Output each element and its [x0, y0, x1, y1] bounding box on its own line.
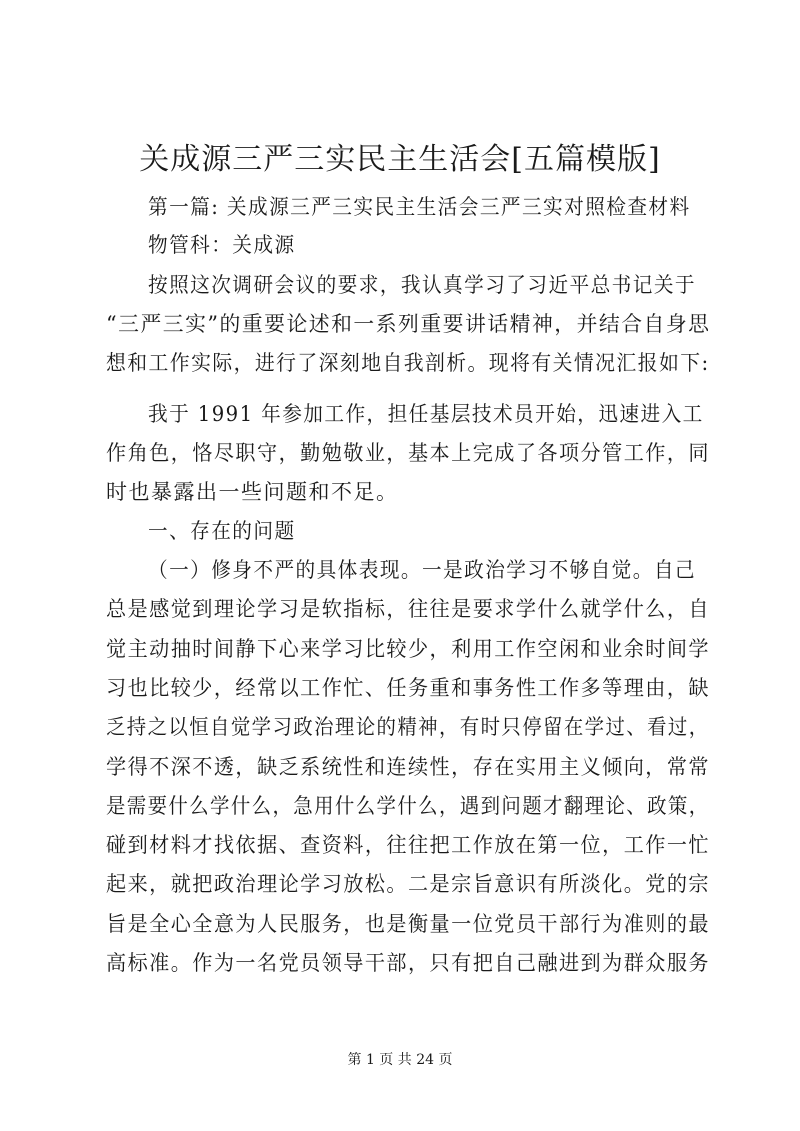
paragraph-line: 总是感觉到理论学习是软指标，往往是要求学什么就学什么，自 — [106, 597, 710, 621]
paragraph-line: 碰到材料才找依据、查资料，往往把工作放在第一位，工作一忙 — [106, 833, 710, 857]
section-subheading: 一、存在的问题 — [148, 519, 296, 543]
section-heading: 第一篇: 关成源三严三实民主生活会三严三实对照检查材料 — [148, 195, 691, 219]
author-line: 物管科：关成源 — [148, 233, 296, 257]
paragraph-line: 乏持之以恒自觉学习政治理论的精神，有时只停留在学过、看过， — [106, 715, 710, 739]
paragraph-line: “三严三实”的重要论述和一系列重要讲话精神，并结合自身思 — [106, 312, 711, 336]
paragraph-line: 高标准。作为一名党员领导干部，只有把自己融进到为群众服务 — [106, 951, 710, 975]
paragraph-line: 想和工作实际，进行了深刻地自我剖析。现将有关情况汇报如下: — [106, 351, 710, 375]
paragraph-line: 习也比较少，经常以工作忙、任务重和事务性工作多等理由，缺 — [106, 676, 710, 700]
paragraph-line: 时也暴露出一些问题和不足。 — [106, 480, 399, 504]
page-number-footer: 第 1 页 共 24 页 — [347, 1052, 453, 1068]
paragraph-line: 按照这次调研会议的要求，我认真学习了习近平总书记关于 — [148, 273, 696, 297]
paragraph-line: 觉主动抽时间静下心来学习比较少，利用工作空闲和业余时间学 — [106, 637, 710, 661]
document-title: 关成源三严三实民主生活会[五篇模版] — [139, 142, 661, 177]
paragraph-line: 是需要什么学什么，急用什么学什么，遇到问题才翻理论、政策， — [106, 794, 710, 818]
paragraph-line: 我于 1991 年参加工作，担任基层技术员开始，迅速进入工 — [148, 402, 704, 426]
paragraph-line: 起来，就把政治理论学习放松。二是宗旨意识有所淡化。党的宗 — [106, 872, 710, 896]
paragraph-line: 旨是全心全意为人民服务，也是衡量一位党员干部行为准则的最 — [106, 912, 710, 936]
paragraph-line: （一）修身不严的具体表现。一是政治学习不够自觉。自己 — [148, 558, 696, 582]
paragraph-line: 作角色，恪尽职守，勤勉敬业，基本上完成了各项分管工作，同 — [106, 441, 710, 465]
paragraph-line: 学得不深不透，缺乏系统性和连续性，存在实用主义倾向，常常 — [106, 755, 710, 779]
